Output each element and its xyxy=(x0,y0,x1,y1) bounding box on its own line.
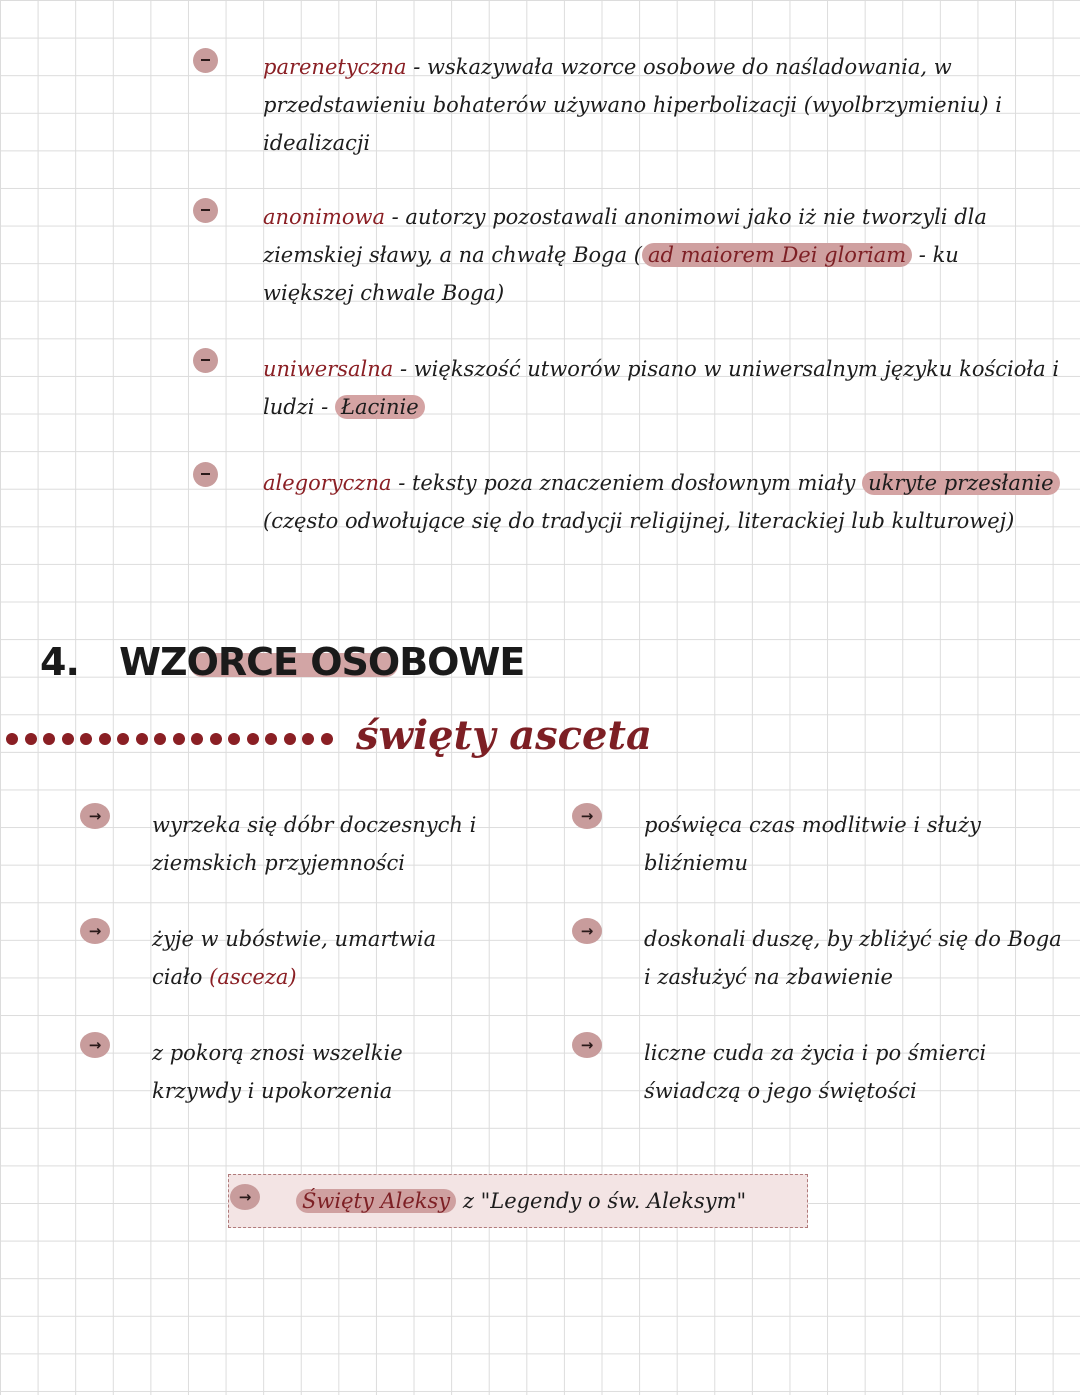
feature-text: - ku większej chwale Boga) xyxy=(263,243,959,305)
arrow-right-icon: → xyxy=(572,803,602,829)
subsection-title: święty asceta xyxy=(356,712,652,759)
bullet-icon xyxy=(193,48,218,73)
list-item: poświęca czas modlitwie i służy bliźniemu xyxy=(644,813,981,875)
example-source: z "Legendy o św. Aleksym" xyxy=(456,1189,747,1213)
bullet-icon xyxy=(193,348,218,373)
list-item: z pokorą znosi wszelkie krzywdy i upokorzenia xyxy=(152,1041,403,1103)
feature-text: - wskazywała wzorce osobowe do naśladowania, w przedstawieniu bohaterów używano hiperbolizacji (wyolbrzymieniu) i idealizacji xyxy=(263,55,1002,155)
feature-text: - większość utworów pisano w uniwersalnym języku kościoła i ludzi - xyxy=(263,357,1060,419)
arrow-right-icon: → xyxy=(80,1032,110,1058)
saint-name-highlight: Święty Aleksy xyxy=(296,1189,456,1213)
bullet-icon xyxy=(193,462,218,487)
feature-text: - teksty poza znaczeniem dosłownym miały xyxy=(391,471,863,495)
feature-alegoryczna xyxy=(263,464,1063,540)
feature-term: anonimowa xyxy=(263,205,385,229)
feature-text: - autorzy pozostawali anonimowi jako iż nie tworzyli dla ziemskiej sławy, a na chwałę Boga ( xyxy=(263,205,987,267)
feature-term: parenetyczna xyxy=(263,55,407,79)
section-number: 4. xyxy=(40,640,79,684)
list-item-text: żyje w ubóstwie, umartwia ciało xyxy=(152,927,437,989)
list-item: liczne cuda za życia i po śmierci świadczą o jego świętości xyxy=(644,1041,987,1103)
arrow-right-icon: → xyxy=(230,1184,260,1210)
arrow-right-icon: → xyxy=(80,803,110,829)
feature-text: (często odwołujące się do tradycji religijnej, literackiej lub kulturowej) xyxy=(263,509,1015,533)
feature-anonimowa xyxy=(263,198,1053,312)
asceza-note: (asceza) xyxy=(209,965,297,989)
bullet-icon xyxy=(193,198,218,223)
list-item: wyrzeka się dóbr doczesnych i ziemskich przyjemności xyxy=(152,813,477,875)
feature-term: uniwersalna xyxy=(263,357,394,381)
arrow-right-icon: → xyxy=(572,1032,602,1058)
latin-highlight: Łacinie xyxy=(335,395,425,419)
list-item: doskonali duszę, by zbliżyć się do Boga i zasłużyć na zbawienie xyxy=(644,927,1062,989)
arrow-right-icon: → xyxy=(572,918,602,944)
hidden-message-highlight: ukryte przesłanie xyxy=(862,471,1059,495)
example-text xyxy=(296,1182,796,1220)
list-item xyxy=(152,920,472,996)
feature-uniwersalna xyxy=(263,350,1063,426)
dotted-divider xyxy=(6,733,333,745)
feature-parenetyczna xyxy=(263,48,1063,162)
arrow-right-icon: → xyxy=(80,918,110,944)
section-title: WZORCE OSOBOWE xyxy=(119,640,525,684)
latin-phrase-highlight: ad maiorem Dei gloriam xyxy=(642,243,912,267)
feature-term: alegoryczna xyxy=(263,471,392,495)
section-heading xyxy=(40,640,524,684)
